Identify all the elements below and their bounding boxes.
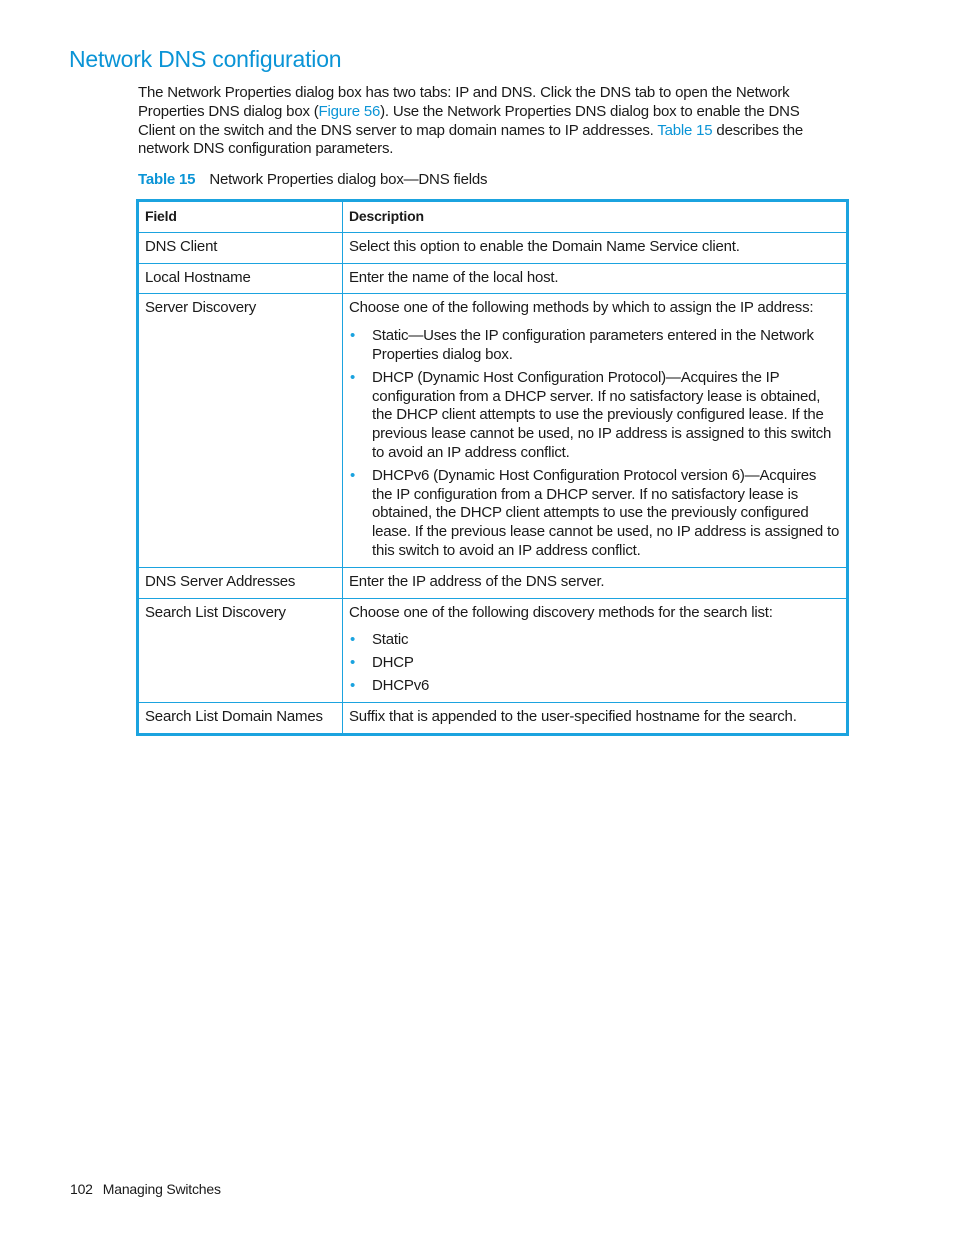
bullet-text: Static (372, 631, 409, 649)
table-caption-text: Network Properties dialog box—DNS fields (209, 171, 488, 188)
section-heading: Network DNS configuration (69, 46, 342, 72)
bullet-list (349, 631, 840, 695)
table-row (138, 567, 848, 598)
description-text: Select this option to enable the Domain Name Service client. (349, 237, 740, 255)
bullet-item (349, 467, 840, 561)
page-footer (70, 1181, 221, 1197)
field-cell: Server Discovery (138, 294, 343, 567)
table-caption (138, 171, 487, 188)
intro-text-2: ). Use the Network Properties DNS dialog box to enable the DNS Client on the switch and the DNS server to map domain names to IP addresses. (138, 102, 800, 139)
description-cell (343, 263, 848, 294)
field-cell: Search List Discovery (138, 598, 343, 702)
bullet-text: DHCP (Dynamic Host Configuration Protocol)—Acquires the IP configuration from a DHCP server. If no satisfactory lease is obtained, the DHCP client attempts to use the previously configured lease. If the previous lease cannot be used, no IP address is assigned to this switch to avoid an IP address conflict. (372, 368, 832, 461)
description-cell (343, 232, 848, 263)
table-row (138, 702, 848, 734)
field-cell: Search List Domain Names (138, 702, 343, 734)
field-cell: Local Hostname (138, 263, 343, 294)
field-cell: DNS Server Addresses (138, 567, 343, 598)
description-text: Choose one of the following methods by which to assign the IP address: (349, 299, 814, 317)
table-15-link[interactable]: Table 15 (657, 121, 713, 139)
description-text: Suffix that is appended to the user-specified hostname for the search. (349, 707, 797, 725)
table-body (138, 232, 848, 734)
bullet-text: DHCPv6 (372, 676, 430, 694)
bullet-item (349, 327, 840, 365)
bullet-item (349, 631, 840, 650)
bullet-list (349, 327, 840, 561)
bullet-text: DHCP (372, 654, 414, 672)
table-row (138, 294, 848, 567)
table-row (138, 263, 848, 294)
table-row (138, 598, 848, 702)
description-text: Enter the IP address of the DNS server. (349, 572, 605, 590)
bullet-icon: • (350, 676, 356, 694)
bullet-text: DHCPv6 (Dynamic Host Configuration Protocol version 6)—Acquires the IP configuration from a DHCP server. If no satisfactory lease is obtained, the DHCP client attempts to use the previously configured lease. If the previous lease cannot be used, no IP address is assigned to this switch to avoid an IP address conflict. (372, 466, 840, 559)
page-number: 102 (70, 1181, 93, 1197)
bullet-icon: • (350, 654, 356, 672)
bullet-item (349, 369, 840, 463)
table-caption-label: Table 15 (138, 171, 196, 188)
description-column-header: Description (343, 201, 848, 233)
description-text: Choose one of the following discovery methods for the search list: (349, 603, 773, 621)
table-row (138, 232, 848, 263)
description-text: Enter the name of the local host. (349, 268, 559, 286)
field-column-header: Field (138, 201, 343, 233)
bullet-icon: • (350, 466, 356, 484)
footer-section-title: Managing Switches (102, 1181, 221, 1197)
bullet-icon: • (350, 631, 356, 649)
bullet-text: Static—Uses the IP configuration parameters entered in the Network Properties dialog box. (372, 327, 814, 363)
bullet-item (349, 677, 840, 696)
field-cell: DNS Client (138, 232, 343, 263)
dns-fields-table (136, 199, 849, 736)
description-cell (343, 702, 848, 734)
description-cell (343, 598, 848, 702)
table-header-row (138, 201, 848, 233)
description-cell (343, 567, 848, 598)
figure-56-link[interactable]: Figure 56 (318, 102, 381, 120)
bullet-item (349, 654, 840, 673)
description-cell (343, 294, 848, 567)
bullet-icon: • (350, 368, 356, 386)
bullet-icon: • (350, 327, 356, 345)
intro-text-3: describes the network DNS configuration parameters. (138, 121, 804, 158)
intro-paragraph (138, 84, 838, 159)
intro-text-1: The Network Properties dialog box has two tabs: IP and DNS. Click the DNS tab to open the Network Properties DNS dialog box ( (138, 84, 790, 120)
